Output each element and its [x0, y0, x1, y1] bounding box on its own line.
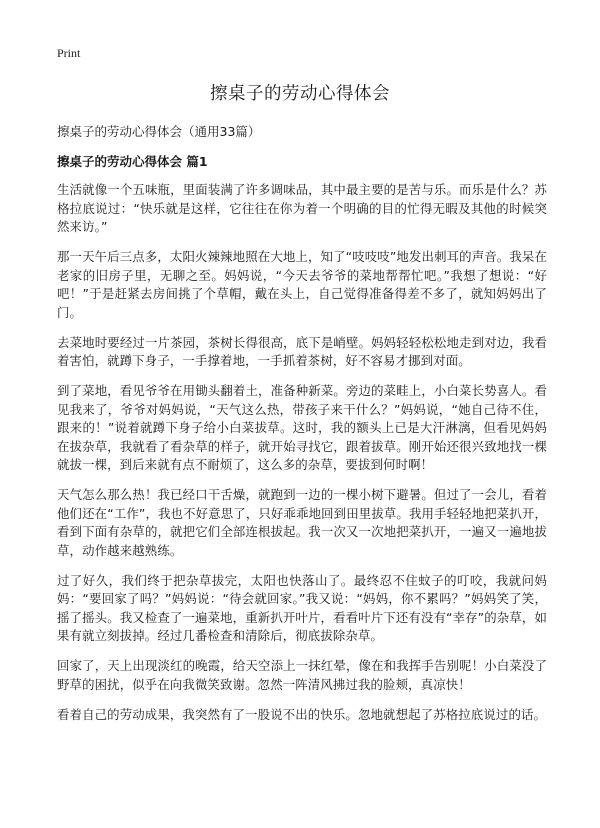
paragraph: 天气怎么那么热！我已经口干舌燥，就跑到一边的一棵小树下避暑。但过了一会儿，看着他们还在“工作”，我也不好意思了，只好乖乖地回到田里拔草。我用手轻轻地把菜扒开，看到下面有杂草的，就把它们全部连根拔起。我一次又一次地把菜扒开，一遍又一遍地拔草，动作越来越熟练。: [57, 487, 547, 558]
paragraph: 看着自己的劳动成果，我突然有了一股说不出的快乐。忽地就想起了苏格拉底说过的话。: [57, 706, 547, 722]
article-body: [57, 181, 547, 736]
paragraph: 过了好久，我们终于把杂草拔完，太阳也快落山了。最终忍不住蚊子的叮咬，我就问妈妈：“要回家了吗？”妈妈说：“待会就回家。”我又说：“妈妈，你不累吗？”妈妈笑了笑，摇了摇头。我又检查了一遍菜地，重新扒开叶片，看看叶片下还有没有“幸存”的杂草，如果有就立刻拔掉。经过几番检查和清除后，彻底拔除杂草。: [57, 572, 547, 643]
paragraph: 到了菜地，看见爷爷在用锄头翻着土，准备种新菜。旁边的菜畦上，小白菜长势喜人。看见我来了，爷爷对妈妈说，“天气这么热，带孩子来干什么？”妈妈说，“她自己待不住，跟来的！”说着就蹲下身子给小白菜拔草。这时，我的额头上已是大汗淋漓，但看见妈妈在拔杂草，我就看了看杂草的样子，就开始寻找它，跟着拔草。刚开始还很兴致地找一棵就拔一棵，到后来就有点不耐烦了，这么多的杂草，要拔到何时啊！: [57, 383, 547, 472]
print-link[interactable]: Print: [57, 46, 81, 60]
paragraph: 去菜地时要经过一片茶园，茶树长得很高，底下是峭壁。妈妈轻轻松松地走到对边，我看着害怕，就蹲下身子，一手撑着地，一手抓着茶树，好不容易才挪到对面。: [57, 334, 547, 368]
paragraph: 那一天午后三点多，太阳火辣辣地照在大地上，知了“吱吱吱”地发出刺耳的声音。我呆在老家的旧房子里，无聊之至。妈妈说，“今天去爷爷的菜地帮帮忙吧。”我想了想说：“好吧！”于是赶紧去房间挑了个草帽，戴在头上，自己觉得准备得差不多了，就知妈妈出了门。: [57, 249, 547, 320]
paragraph: 生活就像一个五味瓶，里面装满了许多调味品，其中最主要的是苦与乐。而乐是什么？苏格拉底说过：“快乐就是这样，它往往在你为着一个明确的目的忙得无暇及其他的时候突然来访。”: [57, 182, 547, 234]
paragraph: 回家了，天上出现淡红的晚霞，给天空添上一抹红晕，像在和我挥手告别呢！小白菜没了野草的困扰，似乎在向我微笑致谢。忽然一阵清风拂过我的脸颊，真凉快！: [57, 658, 547, 692]
document-subtitle: 擦桌子的劳动心得体会（通用33篇）: [57, 124, 261, 139]
section-heading: 擦桌子的劳动心得体会 篇1: [57, 154, 208, 169]
page-title: 擦桌子的劳动心得体会: [210, 84, 390, 104]
